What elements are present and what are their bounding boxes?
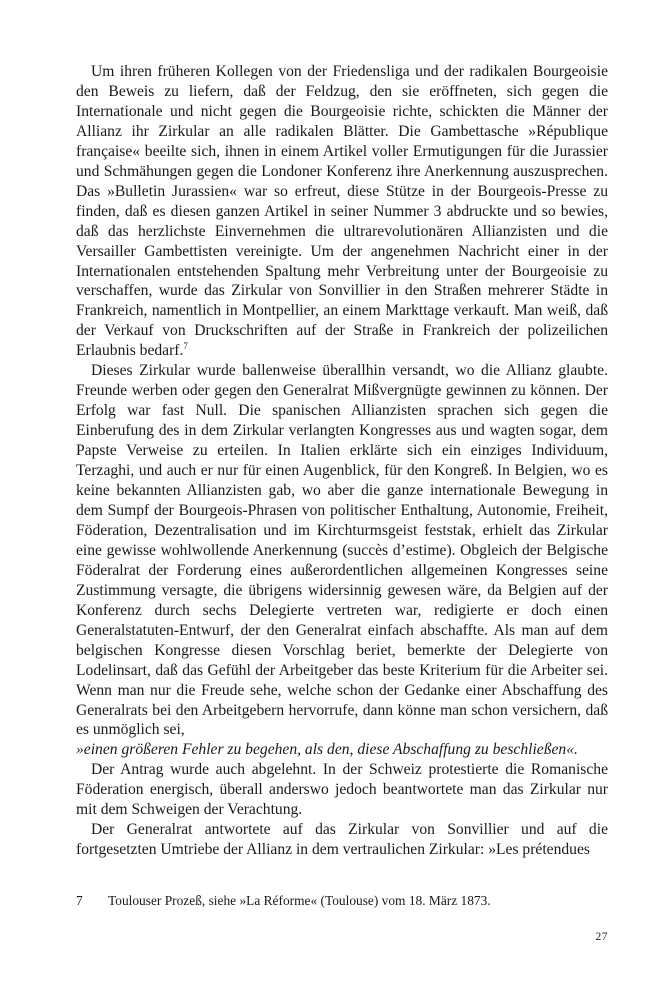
paragraph-4-text: Der Generalrat antwortete auf das Zirkular von Sonvillier und auf die fortgesetzten Umtriebe der Allianz in dem vertraulichen Zirkular: »Les prétendues [76,821,608,859]
page-number: 27 [595,931,608,943]
footnote-number: 7 [76,893,83,908]
footnote [76,892,608,910]
footnote-text: Toulouser Prozeß, siehe »La Réforme« (Toulouse) vom 18. März 1873. [108,893,491,908]
paragraph-2 [76,361,608,740]
paragraph-3 [76,760,608,820]
quote-paragraph [76,740,608,760]
quote-text: »einen größeren Fehler zu begehen, als den, diese Abschaffung zu beschließen«. [76,741,578,759]
footnote-reference[interactable]: 7 [183,341,188,352]
page-body [76,62,608,860]
paragraph-4 [76,820,608,860]
paragraph-3-text: Der Antrag wurde auch abgelehnt. In der Schweiz protestierte die Romanische Föderation energisch, überall anderswo jedoch beantwortete man das Zirkular nur mit dem Schweigen der Verachtung. [76,761,608,819]
paragraph-1 [76,62,608,361]
paragraph-1-text: Um ihren früheren Kollegen von der Friedensliga und der radikalen Bourgeoisie den Beweis zu liefern, daß der Feldzug, den sie eröffneten, sich gegen die Internationale und nicht gegen die Bourgeoisie richte, schickten die Männer der Allianz ihr Zirkular an alle radikalen Blätter. Die Gambettasche »République française« beeilte sich, ihnen in einem Artikel voller Ermutigungen für die Jurassier und Schmähungen gegen die Londoner Konferenz ihre Anerkennung auszusprechen. Das »Bulletin Jurassien« war so erfreut, diese Stütze in der Bourgeois-Presse zu finden, daß es diesen ganzen Artikel in seiner Nummer 3 abdruckte und so bewies, daß das herzlichste Einvernehmen die ultrarevolutionären Allianzisten und die Versailler Gambettisten vereinigte. Um der angenehmen Nachricht einer in der Internationalen entstehenden Spaltung mehr Verbreitung unter der Bourgeoisie zu verschaffen, wurde das Zirkular von Sonvillier in den Straßen mehrerer Städte in Frankreich, namentlich in Montpellier, an einem Markttage verkauft. Man weiß, daß der Verkauf von Druckschriften auf der Straße in Frankreich der polizeilichen Erlaubnis bedarf. [76,63,608,360]
paragraph-2-text: Dieses Zirkular wurde ballenweise überallhin versandt, wo die Allianz glaubte. Freunde werben oder gegen den Generalrat Mißvergnügte gewinnen zu können. Der Erfolg war fast Null. Die spanischen Allianzisten sprachen sich gegen die Einberufung des in dem Zirkular verlangten Kongresses aus und wagten sogar, dem Papste Verweise zu erteilen. In Italien erklärte sich ein einziges Individuum, Terzaghi, und auch er nur für einen Augenblick, für den Kongreß. In Belgien, wo es keine bekannten Allianzisten gab, wo aber die ganze internationale Bewegung in dem Sumpf der Bourgeois-Phrasen von politischer Enthaltung, Autonomie, Freiheit, Föderation, Dezentralisation und im Kirchturmsgeist feststak, erhielt das Zirkular eine gewisse wohlwollende Anerkennung (succès d’estime). Obgleich der Belgische Föderalrat der Forderung eines außerordentlichen allgemeinen Kongresses seine Zustimmung versagte, die übrigens widersinnig gewesen wäre, da Belgien auf der Konferenz durch sechs Delegierte vertreten war, redigierte er doch einen Generalstatuten-Entwurf, der den Generalrat einfach abschaffte. Als man auf dem belgischen Kongresse diesen Vorschlag beriet, bemerkte der Delegierte von Lodelinsart, daß das Gefühl der Arbeitgeber das beste Kriterium für die Arbeiter sei. Wenn man nur die Freude sehe, welche schon der Gedanke einer Abschaffung des Generalrats bei den Arbeitgebern hervorrufe, dann könne man schon versichern, daß es unmöglich sei, [76,362,608,739]
